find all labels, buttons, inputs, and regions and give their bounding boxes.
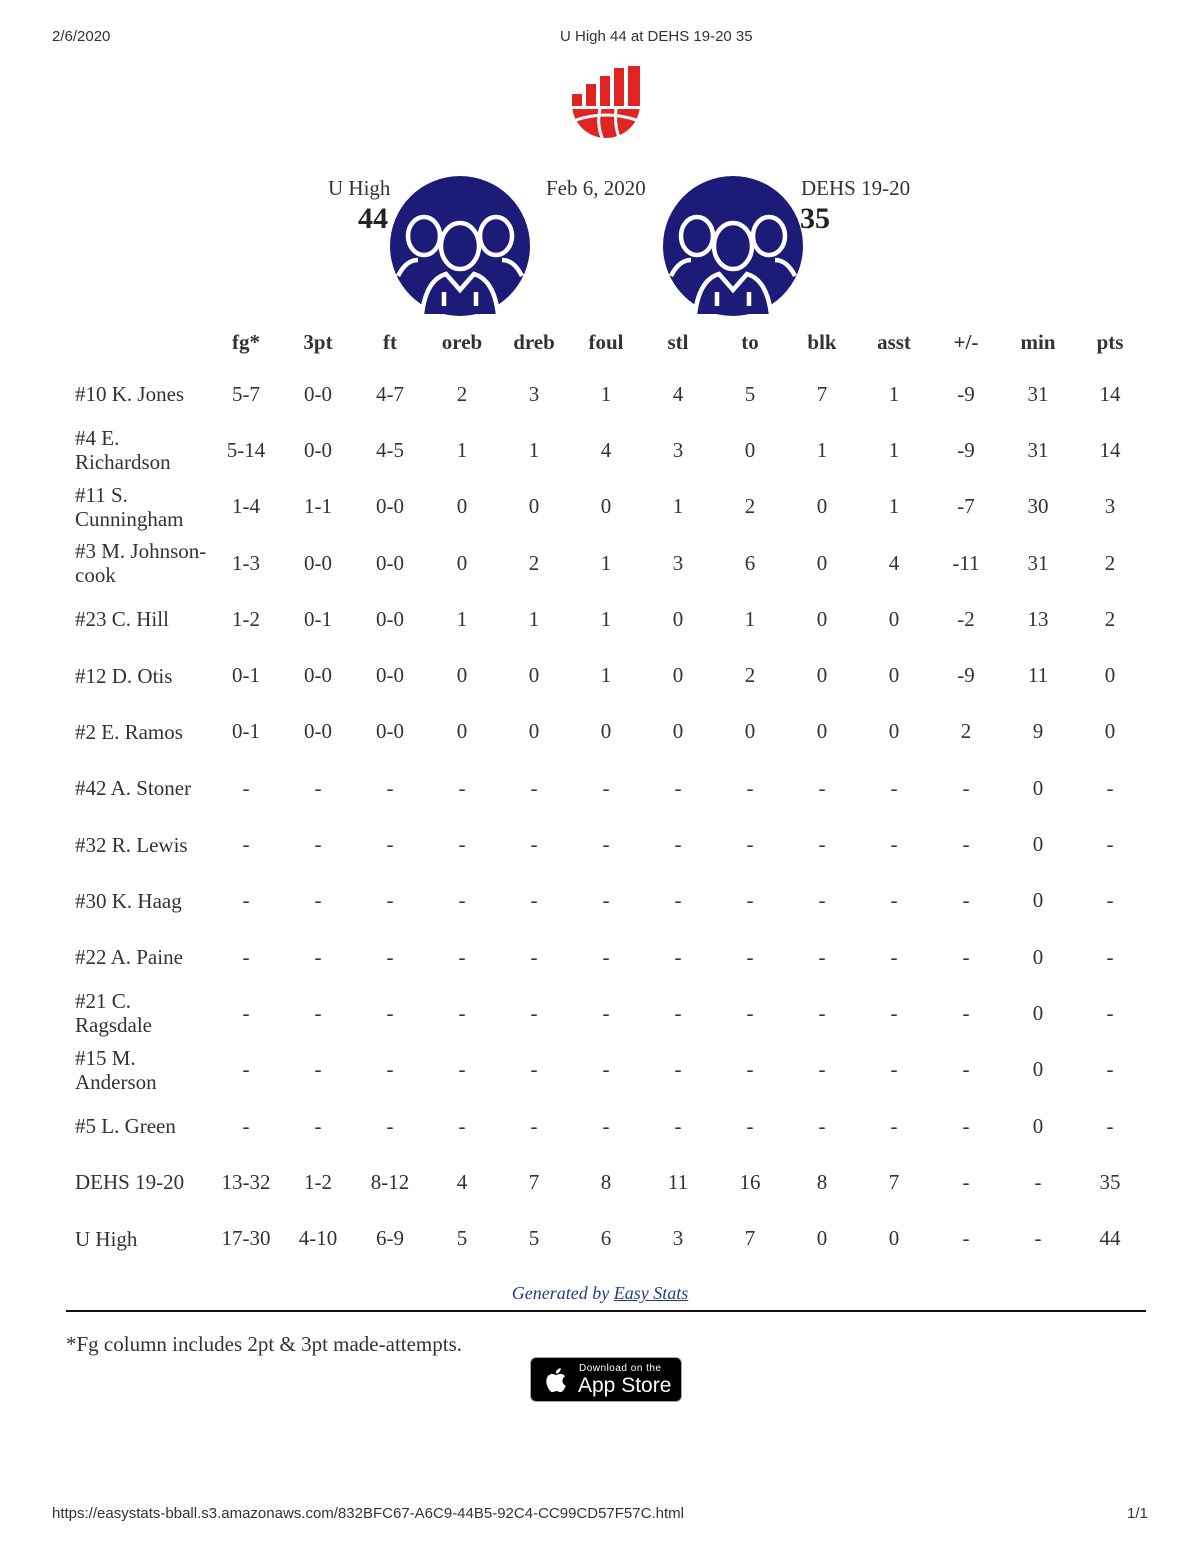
stat-cell: - [1106,1000,1114,1025]
stat-cell: - [1106,775,1114,800]
stat-cell: - [818,775,826,800]
stat-cell: 0 [1032,888,1044,913]
stat-cell: 2 [744,494,756,519]
column-header: +/- [953,329,979,354]
app-store-small-text: Download on the [579,1363,662,1374]
stat-cell: 31 [1027,437,1049,462]
stat-cell: - [962,888,970,913]
stat-cell: - [818,1000,826,1025]
print-date: 2/6/2020 [52,28,111,45]
stat-cell: - [458,832,466,857]
table-row [66,816,1146,872]
stat-cell: - [890,944,898,969]
stat-cell: - [890,1057,898,1082]
stat-cell: - [962,832,970,857]
column-header: pts [1096,329,1124,354]
stat-cell: - [1106,944,1114,969]
stat-cell: 11 [667,1169,689,1194]
stat-cell: 2 [744,663,756,688]
stat-cell: - [242,1113,250,1138]
stat-cell: 0 [456,663,468,688]
stat-cell: 0-0 [376,606,404,631]
stat-cell: 1 [816,437,828,462]
stat-cell: - [746,832,754,857]
stat-cell: 1 [672,494,684,519]
stat-cell: 0-0 [376,550,404,575]
stat-cell: 0 [456,550,468,575]
stat-cell: 1 [600,381,612,406]
stat-cell: 0 [816,550,828,575]
stat-cell: - [386,1113,394,1138]
stat-cell: 0-1 [232,663,260,688]
table-row [66,760,1146,816]
stat-cell: 1-3 [232,550,260,575]
stat-cell: - [962,944,970,969]
stat-cell: - [530,944,538,969]
stat-cell: - [962,1057,970,1082]
stat-cell: 6 [600,1226,612,1251]
stat-cell: - [242,1000,250,1025]
stat-cell: - [818,888,826,913]
print-title: U High 44 at DEHS 19-20 35 [560,28,753,45]
stat-cell: 0-0 [376,663,404,688]
stat-cell: 1 [888,381,900,406]
player-name: #11 S. Cunningham [75,482,184,531]
stat-cell: 0 [816,606,828,631]
table-row [66,1210,1146,1266]
stat-cell: 13-32 [221,1169,271,1194]
stat-cell: 1 [528,437,540,462]
stat-cell: 0-0 [304,550,332,575]
stat-cell: - [674,1113,682,1138]
player-name: #12 D. Otis [75,663,173,688]
column-header: ft [383,329,397,354]
stat-cell: 0 [744,437,756,462]
stat-cell: -9 [957,381,975,406]
home-team-name: U High [328,176,391,200]
stat-cell: 5 [456,1226,468,1251]
stat-cell: - [674,832,682,857]
table-row [66,366,1146,422]
stat-cell: 0 [528,494,540,519]
stat-cell: 1 [456,606,468,631]
stat-cell: 3 [672,550,684,575]
stat-cell: 0 [672,719,684,744]
stat-cell: 1-1 [304,494,332,519]
stat-cell: 14 [1099,381,1121,406]
player-name: U High [75,1226,138,1251]
column-header: 3pt [303,329,333,354]
stat-cell: - [962,1113,970,1138]
basketball-bars-logo-icon [566,64,646,146]
stat-cell: - [530,888,538,913]
stat-cell: - [962,1169,970,1194]
stat-cell: - [602,888,610,913]
stat-cell: 16 [739,1169,761,1194]
stat-cell: 0 [816,1226,828,1251]
stat-cell: - [602,1000,610,1025]
stat-cell: - [818,832,826,857]
stat-cell: 1-4 [232,494,260,519]
stat-cell: - [386,1057,394,1082]
stat-cell: 31 [1027,550,1049,575]
column-header: blk [807,329,837,354]
stat-cell: - [458,775,466,800]
stat-cell: - [242,832,250,857]
stat-cell: - [746,1113,754,1138]
stat-cell: - [314,832,322,857]
stat-cell: 7 [744,1226,756,1251]
fg-footnote: *Fg column includes 2pt & 3pt made-attempts. [66,1332,463,1356]
stat-cell: -9 [957,663,975,688]
player-name: DEHS 19-20 [75,1170,185,1195]
stat-cell: - [1034,1169,1042,1194]
stat-cell: - [818,944,826,969]
stat-cell: 31 [1027,381,1049,406]
stat-cell: 11 [1027,663,1049,688]
table-row [66,1098,1146,1154]
stat-cell: 0 [456,719,468,744]
column-header: asst [877,329,911,354]
print-url: https://easystats-bball.s3.amazonaws.com/832BFC67-A6C9-44B5-92C4-CC99CD57F57C.html [52,1505,684,1522]
stat-cell: 1 [600,663,612,688]
table-row [66,985,1146,1041]
stat-cell: 1 [600,550,612,575]
stat-cell: - [1106,888,1114,913]
table-row [66,929,1146,985]
apple-icon [543,1366,567,1394]
stat-cell: 0 [528,719,540,744]
stat-cell: - [458,944,466,969]
stat-cell: 4-10 [298,1226,338,1251]
stat-cell: 6 [744,550,756,575]
stat-cell: - [242,1057,250,1082]
stat-cell: - [242,944,250,969]
away-team-score: 35 [800,202,830,235]
home-team-score: 44 [358,202,388,235]
stat-cell: -9 [957,437,975,462]
stat-cell: - [674,775,682,800]
stat-cell: - [314,1113,322,1138]
stat-cell: 1 [888,437,900,462]
stat-cell: - [530,1000,538,1025]
table-row [66,535,1146,591]
stat-cell: 4 [600,437,612,462]
stat-cell: - [458,1057,466,1082]
table-row [66,422,1146,478]
stat-cell: - [746,888,754,913]
stat-cell: - [890,775,898,800]
stat-cell: 0 [672,606,684,631]
stat-cell: 7 [888,1169,900,1194]
stat-cell: 5-7 [232,381,260,406]
stat-cell: - [314,888,322,913]
stat-cell: - [314,944,322,969]
stat-cell: 7 [816,381,828,406]
stat-cell: - [890,1113,898,1138]
player-name: #32 R. Lewis [75,832,188,857]
stat-cell: 8 [816,1169,828,1194]
stat-cell: 2 [456,381,468,406]
stat-cell: - [602,775,610,800]
stat-cell: - [314,775,322,800]
stat-cell: - [962,775,970,800]
print-page-number: 1/1 [1127,1505,1148,1522]
app-store-badge[interactable] [530,1357,682,1402]
stat-cell: - [386,888,394,913]
stat-cell: 1 [600,606,612,631]
stat-cell: - [314,1057,322,1082]
stat-cell: - [530,1057,538,1082]
stat-cell: 0 [744,719,756,744]
app-store-big-text: App Store [578,1374,672,1397]
stat-cell: - [962,1000,970,1025]
stat-cell: 4-5 [376,437,404,462]
team-group-icon [390,176,530,316]
player-name: #15 M. Anderson [75,1045,157,1094]
stat-cell: 0-0 [304,663,332,688]
player-name: #22 A. Paine [75,945,183,970]
stat-cell: 1 [528,606,540,631]
stat-cell: - [386,832,394,857]
stat-cell: 1-2 [304,1169,332,1194]
stat-cell: 1 [456,437,468,462]
stat-cell: - [242,888,250,913]
stat-cell: 0 [1032,1113,1044,1138]
easy-stats-link[interactable]: Easy Stats [613,1283,689,1303]
stat-cell: - [602,1057,610,1082]
column-header-player [66,318,210,366]
stat-cell: - [890,1000,898,1025]
stat-cell: 0 [888,663,900,688]
column-header: min [1020,329,1056,354]
column-header: oreb [441,329,483,354]
table-row [66,647,1146,703]
stat-cell: - [962,1226,970,1251]
stat-cell: 0 [1032,1057,1044,1082]
stat-cell: - [746,944,754,969]
stat-cell: 4-7 [376,381,404,406]
column-header: fg* [232,329,260,354]
away-team-name: DEHS 19-20 [801,176,911,200]
player-name: #42 A. Stoner [75,776,192,801]
stat-cell: 1-2 [232,606,260,631]
player-name: #5 L. Green [75,1114,176,1138]
stat-cell: 0-0 [376,494,404,519]
generated-by-prefix: Generated by [511,1283,610,1303]
stat-cell: - [1106,1057,1114,1082]
stat-cell: - [602,1113,610,1138]
stat-cell: - [746,1057,754,1082]
stat-cell: 0 [456,494,468,519]
stat-cell: - [674,1000,682,1025]
stat-cell: 0 [1032,1000,1044,1025]
stat-cell: 5 [528,1226,540,1251]
stat-cell: 4 [888,550,900,575]
stat-cell: - [674,888,682,913]
stat-cell: 30 [1027,494,1049,519]
column-header: foul [588,329,624,354]
stat-cell: 0 [888,606,900,631]
stat-cell: 0-0 [304,719,332,744]
column-header: dreb [513,329,555,354]
stat-cell: 8 [600,1169,612,1194]
table-row [66,704,1146,760]
stat-cell: - [458,888,466,913]
stat-cell: 0 [600,494,612,519]
stat-cell: - [530,775,538,800]
stat-cell: 5-14 [226,437,266,462]
stat-cell: - [746,775,754,800]
stat-cell: - [1106,1113,1114,1138]
stat-cell: 0 [816,494,828,519]
table-row [66,591,1146,647]
stat-cell: -2 [957,606,975,631]
table-header-row [66,318,1146,366]
team-group-icon [663,176,803,316]
player-name: #3 M. Johnson-cook [75,539,207,588]
table-row [66,479,1146,535]
table-row [66,1154,1146,1210]
stat-cell: -11 [952,550,980,575]
player-name: #23 C. Hill [75,607,169,632]
stat-cell: 2 [960,719,972,744]
table-row [66,873,1146,929]
stat-cell: - [386,1000,394,1025]
stat-cell: 0 [1032,944,1044,969]
stat-cell: 0 [816,719,828,744]
column-header: to [741,329,759,354]
stat-cell: 8-12 [370,1169,410,1194]
stat-cell: - [242,775,250,800]
player-name: #30 K. Haag [75,888,182,913]
divider [66,1310,1146,1312]
stat-cell: 7 [528,1169,540,1194]
stat-cell: 44 [1099,1226,1121,1251]
stat-cell: 0 [1104,663,1116,688]
stat-cell: 0-0 [304,381,332,406]
stat-cell: 14 [1099,437,1121,462]
stat-cell: 6-9 [376,1226,404,1251]
player-name: #21 C. Ragsdale [75,989,152,1038]
stat-cell: 13 [1027,606,1049,631]
stat-cell: 0-0 [304,437,332,462]
stat-cell: 3 [672,1226,684,1251]
stat-cell: - [1106,832,1114,857]
stat-cell: 0-1 [304,606,332,631]
stat-cell: 1 [744,606,756,631]
stat-cell: - [1034,1226,1042,1251]
stat-cell: - [458,1113,466,1138]
stat-cell: - [818,1057,826,1082]
stat-cell: - [818,1113,826,1138]
player-name: #4 E. Richardson [75,426,171,475]
stat-cell: 4 [672,381,684,406]
stat-cell: 0 [816,663,828,688]
stat-cell: - [890,888,898,913]
stat-cell: - [386,775,394,800]
stat-cell: - [746,1000,754,1025]
table-row [66,1042,1146,1098]
stat-cell: 2 [1104,606,1116,631]
stat-cell: - [530,1113,538,1138]
stat-cell: - [314,1000,322,1025]
box-score-table [66,318,1146,1267]
stat-cell: 0 [888,719,900,744]
stat-cell: - [602,832,610,857]
stat-cell: - [674,1057,682,1082]
stat-cell: 0 [1104,719,1116,744]
stat-cell: 3 [1104,494,1116,519]
stat-cell: 0-0 [376,719,404,744]
player-name: #2 E. Ramos [75,719,183,744]
stat-cell: 0 [600,719,612,744]
stat-cell: 1 [888,494,900,519]
stat-cell: 0-1 [232,719,260,744]
stat-cell: - [602,944,610,969]
stat-cell: - [674,944,682,969]
stat-cell: - [530,832,538,857]
stat-cell: 2 [1104,550,1116,575]
stat-cell: 0 [672,663,684,688]
stat-cell: 0 [1032,775,1044,800]
stat-cell: 0 [888,1226,900,1251]
game-date: Feb 6, 2020 [546,176,646,200]
player-name: #10 K. Jones [75,382,185,407]
stat-cell: 17-30 [221,1226,271,1251]
stat-cell: - [458,1000,466,1025]
stat-cell: 5 [744,381,756,406]
stat-cell: - [386,944,394,969]
stat-cell: 9 [1032,719,1044,744]
stat-cell: 0 [1032,832,1044,857]
stat-cell: 3 [672,437,684,462]
stat-cell: -7 [957,494,975,519]
stat-cell: - [890,832,898,857]
stat-cell: 0 [528,663,540,688]
column-header: stl [667,329,689,354]
generated-by-line [0,1283,1200,1304]
stat-cell: 2 [528,550,540,575]
stat-cell: 3 [528,381,540,406]
stat-cell: 35 [1099,1169,1121,1194]
stat-cell: 4 [456,1169,468,1194]
